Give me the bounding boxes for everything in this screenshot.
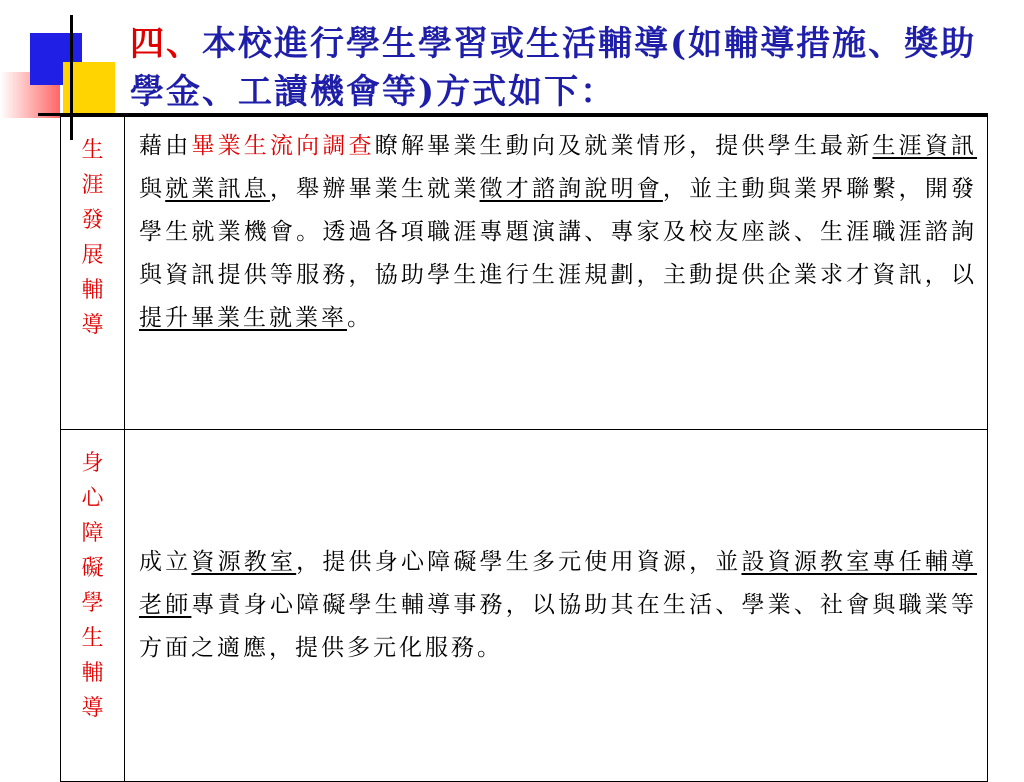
category-char: 發: [81, 208, 104, 233]
title-prefix: 四、: [130, 24, 202, 64]
category-cell-disability: [61, 430, 125, 782]
category-char: 展: [81, 243, 104, 268]
category-cell-career: [61, 117, 125, 430]
category-char: 學: [81, 591, 104, 616]
category-char: 導: [81, 313, 104, 338]
category-char: 涯: [81, 173, 104, 198]
text-segment: ，提供身心障礙學生多元使用資源，並: [296, 549, 742, 575]
text-segment: ，並主動與業界聯繫，開發學生就業機會。透過各項職涯專題演講、專家及校友座談、生涯職涯諮詢與資訊提供等服務，協助學生進行生涯規劃，主動提供企業求才資訊，以: [139, 176, 978, 288]
highlighted-phrase: 畢業生流向調查: [191, 133, 375, 159]
table-row-disability: [61, 430, 988, 782]
table-row-career: [61, 117, 988, 430]
category-char: 生: [81, 626, 104, 651]
guidance-table: [60, 116, 988, 782]
category-char: 心: [81, 486, 104, 511]
category-char: 障: [81, 521, 104, 546]
underlined-phrase: 生涯資訊: [872, 133, 978, 159]
description-cell-career: [125, 117, 988, 430]
text-segment: ，舉辦畢業生就業: [269, 176, 480, 202]
category-char: 輔: [81, 661, 104, 686]
category-char: 礙: [81, 556, 104, 581]
text-segment: 。: [347, 305, 373, 331]
text-segment: 藉由: [139, 133, 192, 159]
underlined-phrase: 就業訊息: [165, 176, 270, 202]
slide-title: [130, 20, 1010, 116]
underlined-phrase: 提升畢業生就業率: [139, 305, 347, 331]
text-segment: 專責身心障礙學生輔導事務，以協助其在生活、學業、社會與職業等方面之適應，提供多元化服務。: [139, 592, 978, 661]
description-cell-disability: [125, 430, 988, 782]
text-segment: 與: [139, 176, 166, 202]
text-segment: 瞭解畢業生動向及就業情形，提供學生最新: [374, 133, 873, 159]
text-segment: 成立: [139, 549, 192, 575]
category-char: 輔: [81, 278, 104, 303]
title-main: 本校進行學生學習或生活輔導(如輔導措施、獎助學金、工讀機會等)方式如下：: [130, 24, 977, 112]
underlined-phrase: 資源教室: [191, 549, 297, 575]
category-char: 身: [81, 451, 104, 476]
category-char: 導: [81, 696, 104, 721]
category-char: 生: [81, 138, 104, 163]
underlined-phrase: 徵才諮詢說明會: [479, 176, 663, 202]
underlined-phrase: 設資源教室專任輔導老師: [139, 549, 978, 618]
